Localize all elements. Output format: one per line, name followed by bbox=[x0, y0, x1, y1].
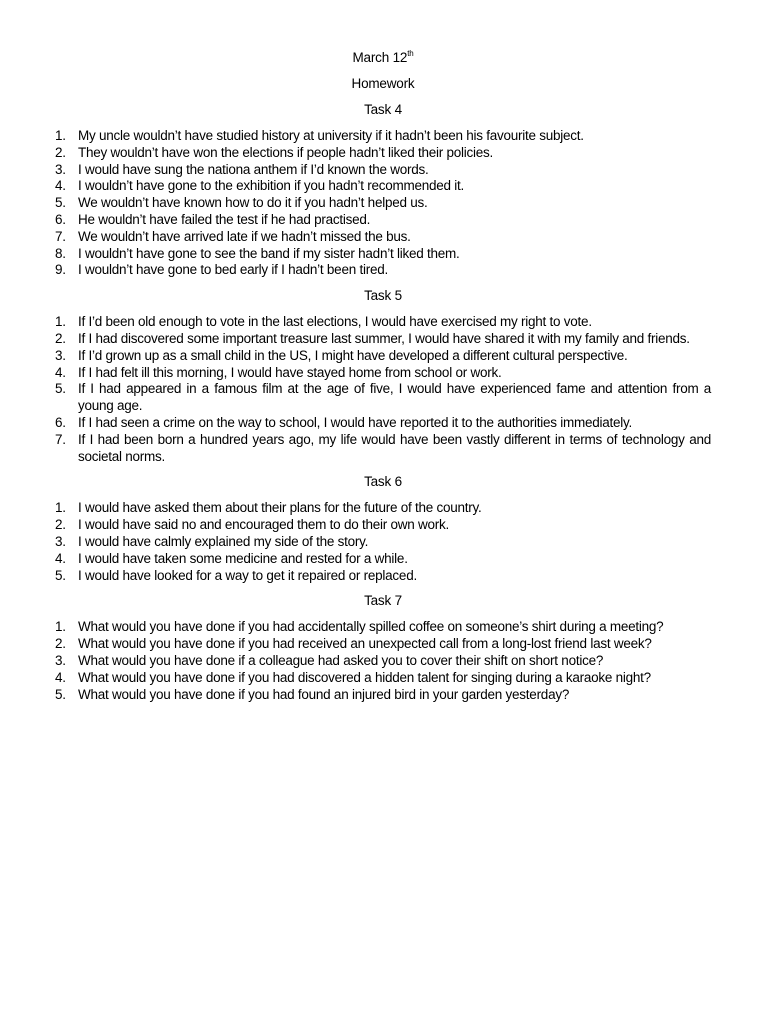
list-item-number: 2. bbox=[55, 144, 66, 160]
list-item-number: 3. bbox=[55, 161, 66, 177]
list-item-number: 9. bbox=[55, 262, 66, 278]
list-item-text: I wouldn’t have gone to bed early if I hadn’t been tired. bbox=[78, 262, 388, 278]
task-item-list bbox=[55, 619, 711, 703]
date-ordinal-suffix: th bbox=[407, 48, 414, 58]
list-item bbox=[55, 246, 711, 263]
list-item-number: 3. bbox=[55, 533, 66, 549]
list-item-text: What would you have done if a colleague had asked you to cover their shift on short notice? bbox=[78, 652, 604, 668]
list-item-number: 1. bbox=[55, 314, 66, 330]
list-item-text: What would you have done if you had discovered a hidden talent for singing during a karaoke night? bbox=[78, 669, 651, 685]
list-item-text: I would have said no and encouraged them to do their own work. bbox=[78, 517, 449, 533]
list-item-number: 2. bbox=[55, 517, 66, 533]
list-item-number: 2. bbox=[55, 330, 66, 346]
list-item bbox=[55, 653, 711, 670]
document-title: Homework bbox=[351, 76, 415, 91]
task-item-list bbox=[55, 500, 711, 584]
task-heading: Task 6 bbox=[364, 474, 402, 490]
list-item-number: 2. bbox=[55, 636, 66, 652]
list-item-number: 1. bbox=[55, 500, 66, 516]
list-item-number: 5. bbox=[55, 567, 66, 583]
list-item-text: If I’d grown up as a small child in the US, I might have developed a different cultural perspective. bbox=[78, 347, 628, 363]
list-item-number: 5. bbox=[55, 195, 66, 211]
date-heading bbox=[55, 50, 711, 66]
list-item-text: I wouldn’t have gone to see the band if my sister hadn’t liked them. bbox=[78, 245, 460, 261]
list-item-text: My uncle wouldn’t have studied history at university if it hadn’t been his favourite subject. bbox=[78, 128, 584, 143]
list-item-text: I wouldn’t have gone to the exhibition if you hadn’t recommended it. bbox=[78, 178, 465, 194]
list-item-number: 1. bbox=[55, 619, 66, 635]
list-item bbox=[55, 128, 711, 145]
task-section bbox=[55, 593, 711, 703]
list-item-text: I would have looked for a way to get it repaired or replaced. bbox=[78, 567, 417, 583]
list-item-number: 8. bbox=[55, 245, 66, 261]
list-item-text: What would you have done if you had received an unexpected call from a long-lost friend last week? bbox=[78, 636, 652, 652]
list-item bbox=[55, 162, 711, 179]
list-item bbox=[55, 314, 711, 331]
list-item-text: If I’d been old enough to vote in the last elections, I would have exercised my right to vote. bbox=[78, 314, 592, 330]
list-item-text: They wouldn’t have won the elections if people hadn’t liked their policies. bbox=[78, 144, 494, 160]
list-item-number: 4. bbox=[55, 364, 66, 380]
task-heading: Task 4 bbox=[364, 102, 402, 117]
list-item-number: 3. bbox=[55, 652, 66, 668]
list-item bbox=[55, 432, 711, 466]
list-item-text: We wouldn’t have arrived late if we hadn’t missed the bus. bbox=[78, 228, 411, 244]
date-text: March 12 bbox=[352, 50, 408, 65]
list-item bbox=[55, 381, 711, 415]
task-section bbox=[55, 288, 711, 465]
list-item bbox=[55, 178, 711, 195]
list-item-text: If I had seen a crime on the way to school, I would have reported it to the authorities immediately. bbox=[78, 414, 633, 430]
list-item-number: 7. bbox=[55, 431, 66, 447]
list-item bbox=[55, 670, 711, 687]
list-item-text: I would have taken some medicine and rested for a while. bbox=[78, 550, 408, 566]
task-section bbox=[55, 102, 711, 279]
list-item bbox=[55, 517, 711, 534]
list-item-text: If I had been born a hundred years ago, my life would have been vastly different in terms of technology and societal norms. bbox=[78, 431, 711, 464]
list-item-text: If I had discovered some important treasure last summer, I would have shared it with my family and friends. bbox=[78, 330, 690, 346]
list-item bbox=[55, 331, 711, 348]
list-item-number: 6. bbox=[55, 414, 66, 430]
list-item-text: What would you have done if you had found an injured bird in your garden yesterday? bbox=[78, 686, 570, 702]
list-item bbox=[55, 619, 711, 636]
list-item bbox=[55, 262, 711, 279]
list-item bbox=[55, 500, 711, 517]
list-item-number: 4. bbox=[55, 550, 66, 566]
list-item-text: I would have sung the nationa anthem if I’d known the words. bbox=[78, 161, 429, 177]
task-item-list bbox=[55, 314, 711, 465]
list-item bbox=[55, 212, 711, 229]
list-item-number: 6. bbox=[55, 211, 66, 227]
list-item-text: I would have asked them about their plans for the future of the country. bbox=[78, 500, 482, 516]
list-item-number: 4. bbox=[55, 669, 66, 685]
task-section bbox=[55, 474, 711, 584]
list-item-text: What would you have done if you had accidentally spilled coffee on someone’s shirt during a meeting? bbox=[78, 619, 664, 635]
task-heading: Task 7 bbox=[364, 593, 402, 609]
list-item-number: 4. bbox=[55, 178, 66, 194]
list-item-text: He wouldn’t have failed the test if he had practised. bbox=[78, 211, 371, 227]
list-item bbox=[55, 636, 711, 653]
list-item-number: 5. bbox=[55, 381, 66, 397]
list-item-number: 7. bbox=[55, 228, 66, 244]
list-item bbox=[55, 365, 711, 382]
list-item bbox=[55, 534, 711, 551]
list-item-text: If I had felt ill this morning, I would have stayed home from school or work. bbox=[78, 364, 502, 380]
task-heading: Task 5 bbox=[364, 288, 402, 304]
list-item-text: We wouldn’t have known how to do it if you hadn’t helped us. bbox=[78, 195, 428, 211]
tasks-container bbox=[55, 102, 711, 703]
list-item bbox=[55, 195, 711, 212]
list-item bbox=[55, 145, 711, 162]
list-item bbox=[55, 687, 711, 704]
list-item-text: If I had appeared in a famous film at the age of five, I would have experienced fame and attention from a young age. bbox=[78, 381, 711, 414]
list-item-number: 3. bbox=[55, 347, 66, 363]
list-item-text: I would have calmly explained my side of the story. bbox=[78, 533, 369, 549]
list-item bbox=[55, 229, 711, 246]
list-item bbox=[55, 568, 711, 585]
list-item bbox=[55, 551, 711, 568]
task-item-list bbox=[55, 128, 711, 279]
list-item bbox=[55, 348, 711, 365]
list-item-number: 5. bbox=[55, 686, 66, 702]
list-item bbox=[55, 415, 711, 432]
list-item-number: 1. bbox=[55, 128, 66, 143]
